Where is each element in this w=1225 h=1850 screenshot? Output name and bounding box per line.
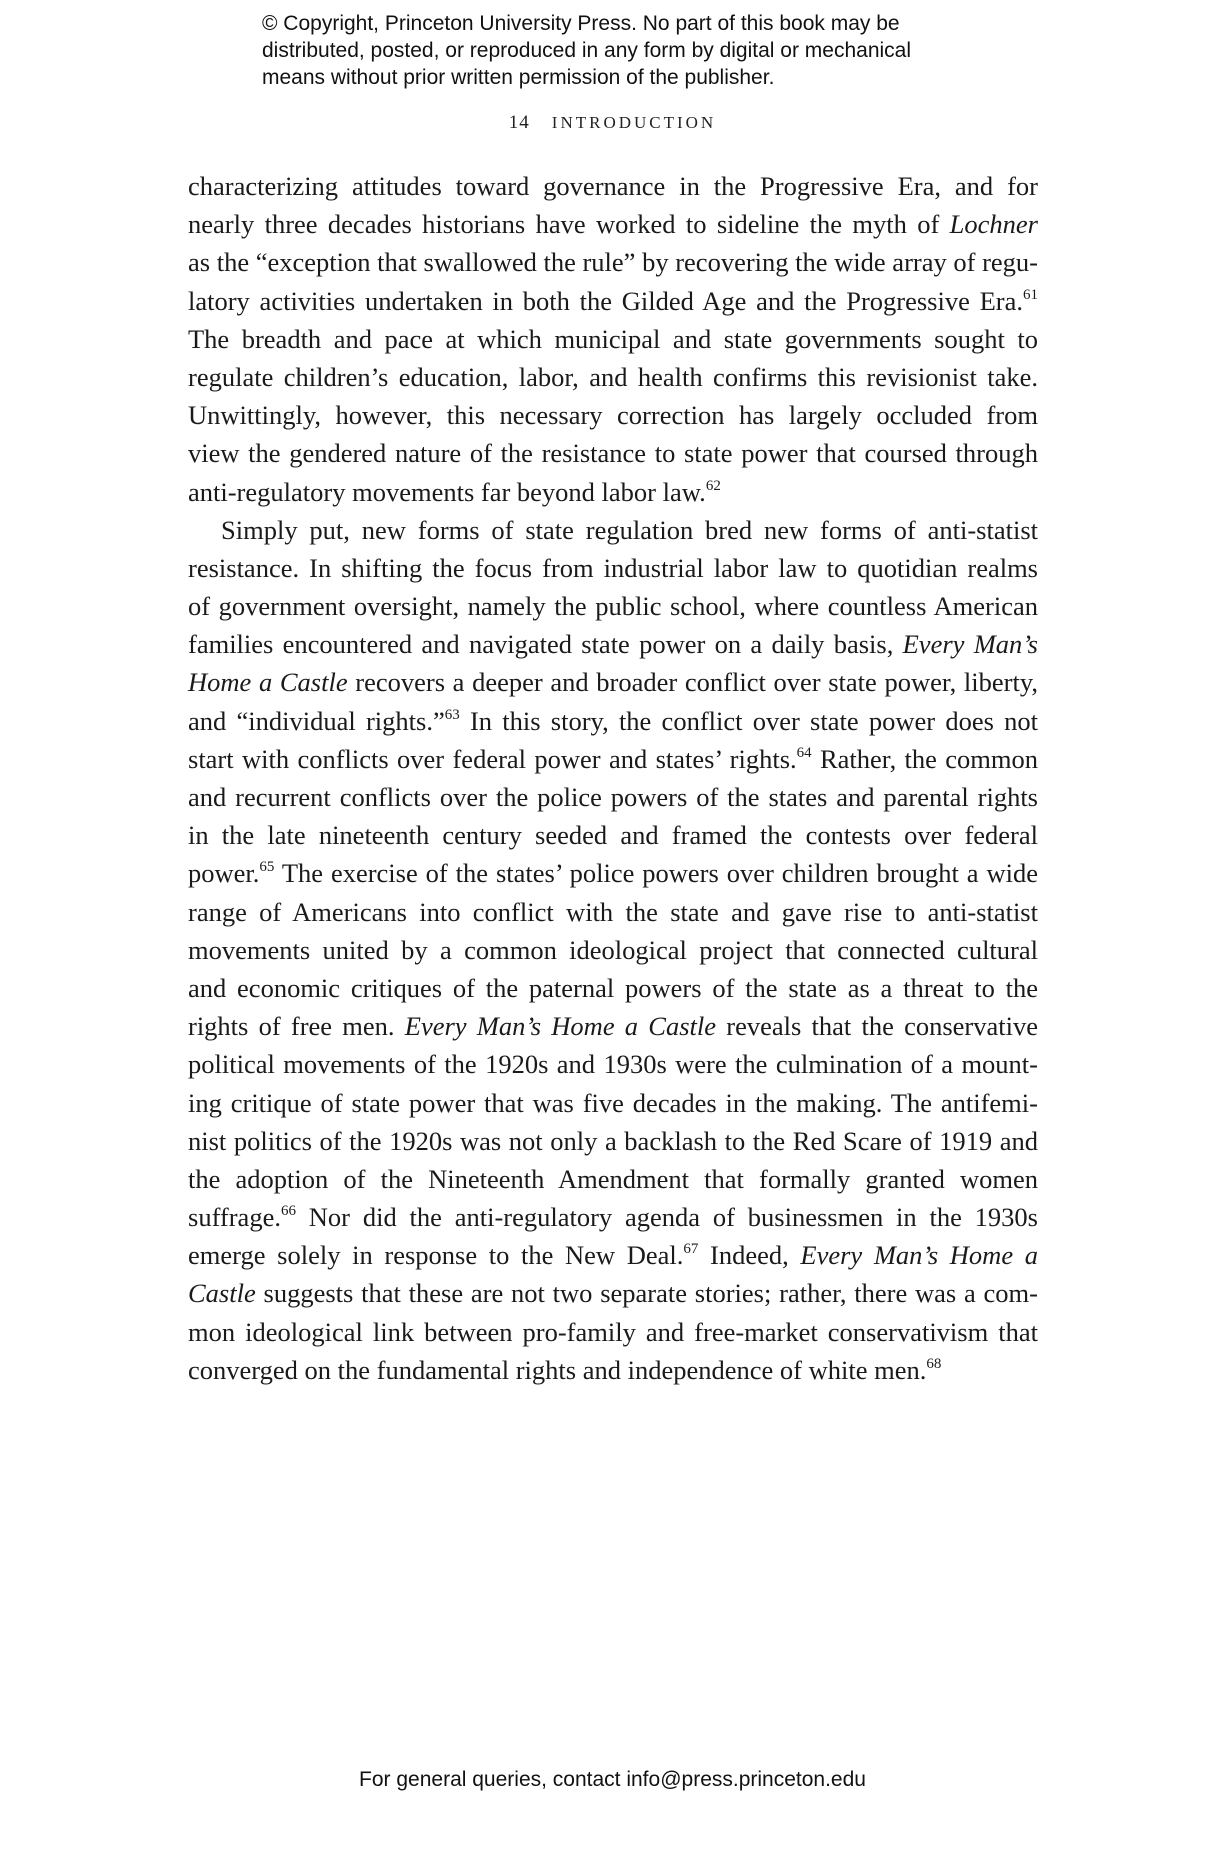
text-line: range of Americans into conflict with the state and gave rise to anti-statist — [188, 896, 1038, 927]
text-line: converged on the fundamental rights and independence of white men.$^{68}$ — [188, 1354, 942, 1385]
text-line: and recurrent conflicts over the police powers of the states and parental rights — [188, 782, 1038, 812]
text-line: The breadth and pace at which municipal and state governments sought to — [188, 323, 1038, 354]
text-line: latory activities undertaken in both the Gilded Age and the Progressive Era.$^{61}$ — [188, 285, 1038, 316]
text-line: view the gendered nature of the resistance to state power that coursed through — [188, 438, 1038, 469]
text-line: anti-regulatory movements far beyond labor law.$^{62}$ — [188, 476, 721, 507]
section-title: INTRODUCTION — [551, 113, 717, 132]
copyright-line-2: distributed, posted, or reproduced in any form by digital or mechanical — [262, 39, 912, 62]
text-line: start with conflicts over federal power and states’ rights.$^{64}$ Rather, the common — [188, 743, 1039, 774]
text-line: Simply put, new forms of state regulation bred new forms of anti-statist — [221, 514, 1038, 545]
text-line: Unwittingly, however, this necessary correction has largely occluded from — [188, 400, 1038, 431]
page-number: 14 — [508, 112, 530, 133]
text-line: resistance. In shifting the focus from industrial labor law to quotidian realms — [188, 552, 1038, 583]
copyright-line-3: means without prior written permission of the publisher. — [262, 66, 775, 89]
text-line: suffrage.$^{66}$ Nor did the anti-regulatory agenda of businessmen in the 1930s — [188, 1202, 1038, 1233]
text-line: political movements of the 1920s and 1930s were the culmination of a mount- — [188, 1049, 1038, 1080]
text-line: of government oversight, namely the public school, where countless American — [188, 591, 1038, 622]
text-line: power.$^{65}$ The exercise of the states’ police powers over children brought a wide — [188, 858, 1038, 889]
text-line: as the “exception that swallowed the rule” by recovering the wide array of regu- — [188, 247, 1038, 278]
text-line: mon ideological link between pro-family and free-market conservativism that — [188, 1316, 1038, 1347]
running-head — [0, 112, 1225, 134]
text-line: ing critique of state power that was five decades in the making. The antifemi- — [188, 1087, 1038, 1118]
text-line: Home a Castle recovers a deeper and broader conflict over state power, liberty, — [188, 667, 1038, 698]
text-line: emerge solely in response to the New Deal.$^{67}$ Indeed, Every Man’s Home a — [188, 1240, 1038, 1271]
text-line: and economic critiques of the paternal powers of the state as a threat to the — [188, 972, 1038, 1003]
text-line: movements united by a common ideological project that connected cultural — [188, 934, 1038, 965]
copyright-notice — [262, 10, 1022, 91]
body-text — [188, 167, 1038, 1389]
text-line: rights of free men. Every Man’s Home a Castle reveals that the conservative — [188, 1011, 1038, 1042]
footer-contact: For general queries, contact info@press.princeton.edu — [359, 1768, 866, 1791]
text-line: characterizing attitudes toward governance in the Progressive Era, and for — [188, 171, 1038, 201]
text-line: the adoption of the Nineteenth Amendment that formally granted women — [188, 1163, 1038, 1194]
text-line: regulate children’s education, labor, and health confirms this revisionist take. — [188, 361, 1038, 392]
text-line: nist politics of the 1920s was not only a backlash to the Red Scare of 1919 and — [188, 1125, 1038, 1156]
text-line: nearly three decades historians have worked to sideline the myth of Lochner — [188, 209, 1038, 240]
text-line: in the late nineteenth century seeded and framed the contests over federal — [188, 820, 1038, 851]
copyright-line-1: © Copyright, Princeton University Press. No part of this book may be — [262, 12, 900, 35]
text-line: Castle suggests that these are not two separate stories; rather, there was a com- — [188, 1278, 1038, 1309]
text-line: and “individual rights.”$^{63}$ In this story, the conflict over state power does not — [188, 705, 1038, 736]
text-line: families encountered and navigated state power on a daily basis, Every Man’s — [188, 629, 1038, 660]
